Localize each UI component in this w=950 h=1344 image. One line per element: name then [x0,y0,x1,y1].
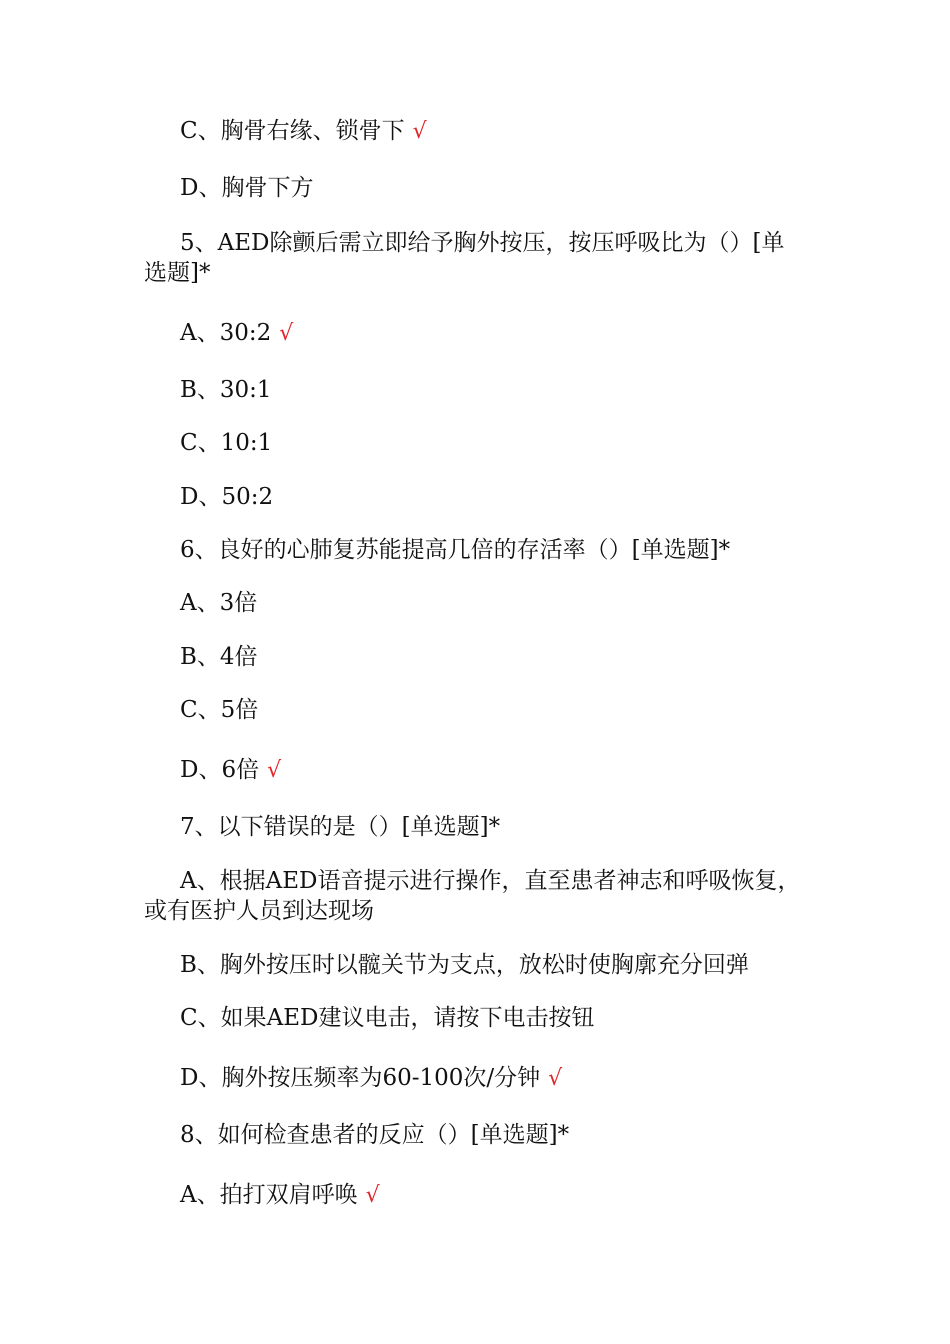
option-7b [0,950,950,980]
option-6a [0,588,950,618]
option-text: A、3倍 [180,590,258,616]
option-text: A、根据AED语音提示进行操作，直至患者神志和呼吸恢复， [180,868,801,894]
checkmark-icon: √ [279,321,294,346]
option-6d [0,755,950,786]
checkmark-icon: √ [548,1066,563,1091]
option-6c [0,695,950,725]
option-text: C、5倍 [180,697,259,723]
option-5c [0,428,950,458]
option-7c [0,1003,950,1033]
question-5 [0,228,950,258]
checkmark-icon: √ [267,758,282,783]
option-text: B、30:1 [180,377,272,403]
option-text: D、50:2 [180,484,274,510]
option-text: D、胸外按压频率为60-100次/分钟 [180,1065,541,1091]
option-8a [0,1180,950,1211]
option-5d [0,482,950,512]
option-5b [0,375,950,405]
option-text: D、胸骨下方 [180,175,314,201]
checkmark-icon: √ [365,1183,380,1208]
option-4d [0,173,950,203]
question-text: 7、以下错误的是（）[单选题]* [180,814,501,840]
option-text: B、胸外按压时以髋关节为支点，放松时使胸廓充分回弹 [180,952,749,978]
option-text: C、10:1 [180,430,273,456]
option-text: A、拍打双肩呼唤 [180,1182,358,1208]
checkmark-icon: √ [412,119,427,144]
option-text: A、30:2 [180,320,272,346]
question-text: 选题]* [144,260,211,286]
question-text: 5、AED除颤后需立即给予胸外按压，按压呼吸比为（）[单 [180,230,785,256]
question-6 [0,535,950,565]
option-7a [0,866,950,896]
question-text: 8、如何检查患者的反应（）[单选题]* [180,1122,570,1148]
option-text: 或有医护人员到达现场 [144,898,374,924]
option-6b [0,642,950,672]
question-8 [0,1120,950,1150]
option-text: B、4倍 [180,644,258,670]
option-5a [0,318,950,349]
question-text: 6、良好的心肺复苏能提高几倍的存活率（）[单选题]* [180,537,731,563]
option-text: C、如果AED建议电击，请按下电击按钮 [180,1005,595,1031]
option-4c [0,116,950,147]
option-7a-continued [0,896,950,926]
option-text: C、胸骨右缘、锁骨下 [180,118,405,144]
option-7d [0,1063,950,1094]
question-5-continued [0,258,950,288]
option-text: D、6倍 [180,757,260,783]
question-7 [0,812,950,842]
